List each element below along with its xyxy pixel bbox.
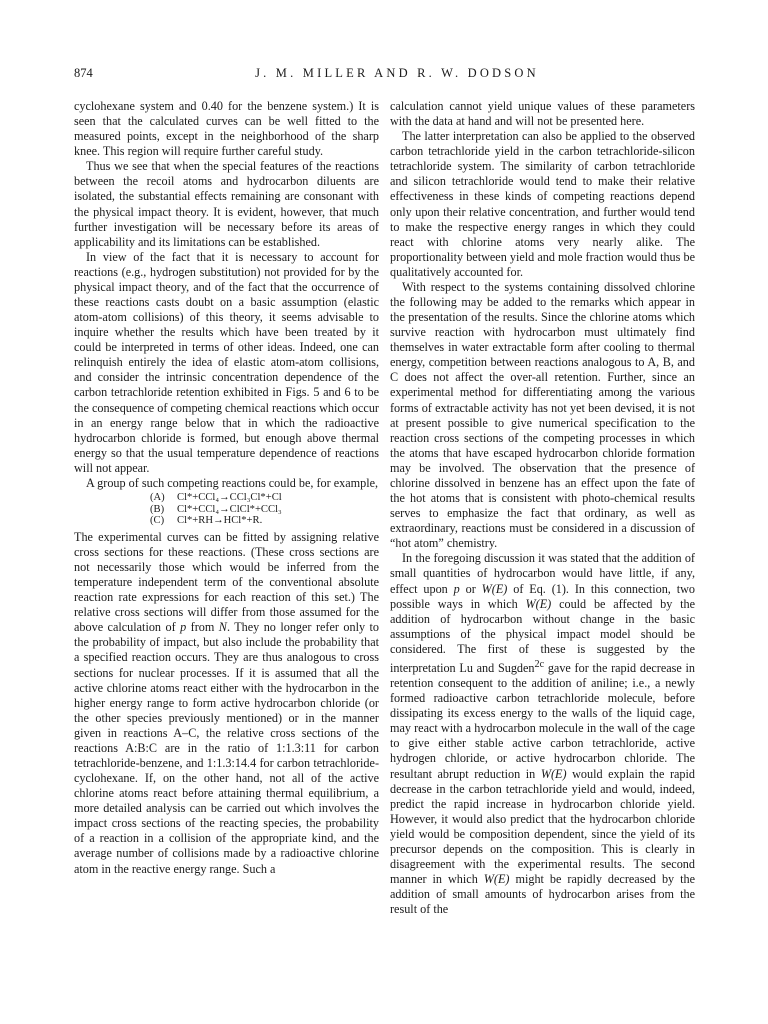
- paragraph: calculation cannot yield unique values of these parameters with the data at hand and will not be presented here.: [390, 99, 695, 129]
- reaction-label: (B): [150, 503, 165, 515]
- running-head: J. M. MILLER AND R. W. DODSON: [255, 66, 539, 80]
- text-run: from: [186, 620, 219, 635]
- reaction-label: (C): [150, 515, 165, 527]
- text-run: gave for the rapid decrease in retention consequent to the addition of aniline; i.e., a newly formed radioactive carbon tetrachloride molecule, before dissipating its excess energy to the walls of the liquid cage, may react with a hydrocarbon molecule in the wall of the cage to give either stable active carbon tetrachloride, active hydrogen chloride, or active hydrocarbon chloride. The resultant abrupt reduction in: [390, 660, 695, 781]
- symbol-p: p: [453, 581, 460, 596]
- reaction-label: (A): [150, 492, 165, 504]
- text-run: The experimental curves can be fitted by assigning relative cross sections for these reactions. (These cross sections are not necessarily those which would be inferred from the temperature independent term of the conventional absolute reaction rate expressions for each reaction of this set.) The relative cross sections will differ from those assumed for the above calculation of: [74, 529, 379, 635]
- text-run: would explain the rapid decrease in the carbon tetrachloride yield and would, indeed, predict the rapid increase in hydrocarbon chloride yield. However, it would also predict that the hydrocarbon chloride yield would be composition dependent, since the yield of its precursor depends on the composition. This is clearly in disagreement with the experimental results. The second manner in which: [390, 766, 695, 887]
- page-header: [74, 66, 690, 82]
- reaction-equation: Cl*+RH→HCl*+R.: [177, 515, 263, 527]
- page-number: 874: [74, 66, 93, 80]
- reaction-equation: Cl*+CCl₄→ClCl*+CCl₃: [177, 503, 282, 515]
- paragraph: cyclohexane system and 0.40 for the benzene system.) It is seen that the calculated curves can be well fitted to the measured points, except in the neighborhood of the sharp knee. This region will require further careful study.: [74, 99, 379, 159]
- paragraph: A group of such competing reactions could be, for example,: [86, 475, 379, 490]
- right-column: [390, 99, 695, 917]
- symbol-W-E: W(E): [483, 872, 510, 887]
- reaction-row: [150, 492, 379, 504]
- text-run: could be affected by the addition of hydrocarbon without change in the basic assumptions of the physical impact model should be considered. The first of these is suggested by the interpretation Lu and Sugden: [390, 596, 696, 675]
- paragraph: The latter interpretation can also be applied to the observed carbon tetrachloride yield in the carbon tetrachloride-silicon tetrachloride system. The similarity of carbon tetrachloride and silicon tetrachloride would tend to make their relative effectiveness in these kinds of competing reactions depend only upon their relative concentration, and further would tend to make the respective energy ranges in which they could react with chlorine atoms very nearly alike. The proportionality between yield and mole fraction would thus be qualitatively accounted for.: [390, 129, 695, 279]
- paragraph: In view of the fact that it is necessary to account for reactions (e.g., hydrogen substitution) not provided for by the physical impact theory, and of the fact that the occurrence of these reactions casts doubt on a basic assumption (elastic atom-atom collisions) of this theory, it seems advisable to inquire whether the results which have been treated by it could be interpreted in terms of other ideas. Indeed, one can relinquish entirely the idea of elastic atom-atom collisions, and consider the intrinsic concentration dependence of the carbon tetrachloride retention exhibited in Figs. 5 and 6 to be the consequence of competing chemical reactions which occur in an energy range below that in which the radioactive hydrocarbon chloride is formed, but enough above thermal energy so that the usual temperature dependence of reactions will not appear.: [74, 249, 379, 475]
- text-run: might be rapidly decreased by the addition of small amounts of hydrocarbon arises from the result of the: [390, 872, 696, 917]
- symbol-W-E: W(E): [540, 766, 567, 781]
- paragraph: [390, 551, 695, 917]
- text-run: or: [459, 581, 482, 596]
- paragraph: [74, 530, 379, 877]
- paragraph: Thus we see that when the special features of the reactions between the recoil atoms and hydrocarbon diluents are isolated, the substantial effects remaining are consonant with the physical impact theory. It is evident, however, that much further investigation will be necessary before its areas of applicability and its limitations can be established.: [74, 159, 379, 249]
- reaction-equation: Cl*+CCl₄→CCl₃Cl*+Cl: [177, 492, 282, 504]
- symbol-p: p: [180, 620, 187, 635]
- text-run: of Eq. (1). In this connection, two possible ways in which: [390, 581, 696, 611]
- symbol-N: N: [218, 620, 227, 635]
- text-run: . They no longer refer only to the probability of impact, but also include the probability that a specified reaction occurs. They are thus analogous to cross sections for nuclear processes. If it is assumed that all the active chlorine atoms react either with the hydrocarbon in the higher energy range to form active hydrocarbon chloride (or the other species previously mentioned) or in the manner given in reactions A–C, the relative cross sections of the reactions A:B:C are in the ratio of 1:1.3:11 for carbon tetrachloride-benzene, and 1:1.3:14.4 for carbon tetrachloride-cyclohexane. If, on the other hand, not all of the active chlorine atoms react before attaining thermal equilibrium, a more detailed analysis can be carried out which involves the impact cross sections of the reacting species, the probability of a reaction in a collision of the appropriate kind, and the average number of collisions made by a radioactive chlorine atom in the reactive energy range. Such a: [74, 620, 379, 876]
- text-run: In the foregoing discussion it was stated that the addition of small quantities of hydrocarbon would have little, if any, effect upon: [390, 551, 695, 596]
- reference-superscript: 2c: [534, 658, 545, 670]
- reaction-row: [150, 515, 379, 527]
- reaction-list: [150, 492, 379, 527]
- reaction-row: [150, 504, 379, 516]
- paragraph: With respect to the systems containing dissolved chlorine the following may be added to the remarks which appear in the presentation of the results. Since the chlorine atoms which survive reaction with hydrocarbon must ultimately find themselves in water extractable form after cooling to thermal energy, competition between reactions analogous to A, B, and C does not affect the over-all retention. Further, since an experimental method for differentiating among the various forms of extractable activity has not yet been devised, it is not at present possible to give numerical specification to the reaction cross sections of the competing processes in which the atoms that have escaped hydrocarbon chloride formation may be involved. The observation that the presence of chlorine dissolved in benzene has an effect upon the fate of the hot atoms that is consistent with photo-chemical results serves to emphasize the fact that ordinary, as well as extraordinary, reactions must be considered in a discussion of “hot atom” chemistry.: [390, 279, 695, 551]
- symbol-W-E: W(E): [525, 596, 552, 611]
- symbol-W-E: W(E): [481, 581, 508, 596]
- left-column: [74, 99, 379, 877]
